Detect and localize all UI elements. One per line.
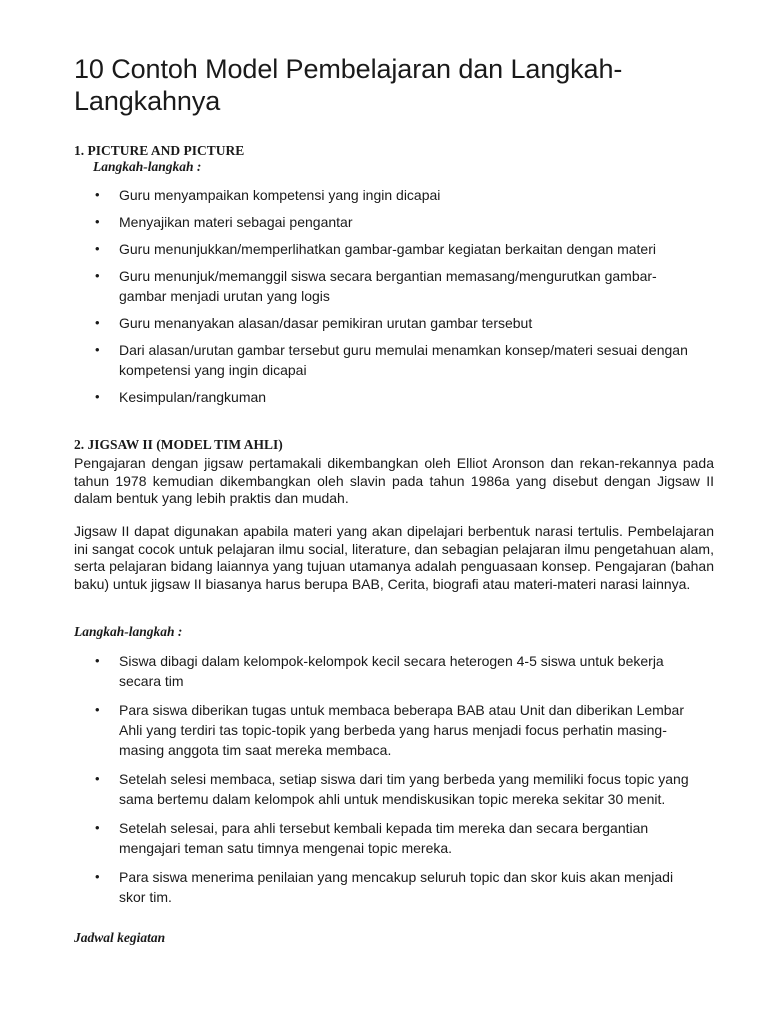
section-2-heading: 2. JIGSAW II (MODEL TIM AHLI) (74, 437, 283, 452)
section-2-steps (92, 651, 722, 907)
list-item: • Para siswa menerima penilaian yang mencakup seluruh topic dan skor kuis akan menjadi skor tim. (92, 867, 722, 907)
list-item: • Guru menunjukkan/memperlihatkan gambar-gambar kegiatan berkaitan dengan materi (92, 239, 722, 259)
list-item: • Para siswa diberikan tugas untuk membaca beberapa BAB atau Unit dan diberikan Lembar Ahli yang terdiri tas topic-topik yang berbeda yang harus menjadi focus perhatin masing-masing anggota tim saat mereka membaca. (92, 700, 722, 760)
document-title: 10 Contoh Model Pembelajaran dan Langkah-Langkahnya (74, 54, 623, 116)
section-2-subheading: Langkah-langkah : (74, 624, 183, 639)
list-item: • Menyajikan materi sebagai pengantar (92, 212, 722, 232)
section-1-subheading: Langkah-langkah : (93, 159, 202, 174)
list-item: • Setelah selesai, para ahli tersebut kembali kepada tim mereka dan secara bergantian mengajari teman satu timnya mengenai topic mereka. (92, 818, 722, 858)
list-item: • Kesimpulan/rangkuman (92, 387, 722, 407)
list-item: • Guru menanyakan alasan/dasar pemikiran urutan gambar tersebut (92, 313, 722, 333)
section-2-paragraph-1: Pengajaran dengan jigsaw pertamakali dikembangkan oleh Elliot Aronson dan rekan-rekannya pada tahun 1978 kemudian dikembangkan oleh slavin pada tahun 1986a yang disebut dengan Jigsaw II dalam bentuk yang lebih praktis dan mudah. (74, 455, 714, 506)
list-item: • Setelah selesi membaca, setiap siswa dari tim yang berbeda yang memiliki focus topic yang sama bertemu dalam kelompok ahli untuk mendiskusikan topic mereka sekitar 30 menit. (92, 769, 722, 809)
section-1-heading: 1. PICTURE AND PICTURE (74, 143, 245, 158)
section-2-paragraph-2: Jigsaw II dapat digunakan apabila materi yang akan dipelajari berbentuk narasi tertulis. Pembelajaran ini sangat cocok untuk pelajaran ilmu social, literature, dan sebagian pelajaran ilmu pengetahuan alam, serta pelajaran bidang laiannya yang tujuan utamanya adalah penguasaan konsep. Pengajaran (bahan baku) untuk jigsaw II biasanya harus berupa BAB, Cerita, biografi atau materi-materi narasi lainnya. (74, 523, 714, 592)
list-item: • Siswa dibagi dalam kelompok-kelompok kecil secara heterogen 4-5 siswa untuk bekerja secara tim (92, 651, 722, 691)
schedule-heading: Jadwal kegiatan (74, 930, 166, 945)
list-item: • Dari alasan/urutan gambar tersebut guru memulai menamkan konsep/materi sesuai dengan kompetensi yang ingin dicapai (92, 340, 722, 380)
list-item: • Guru menunjuk/memanggil siswa secara bergantian memasang/mengurutkan gambar-gambar menjadi urutan yang logis (92, 266, 722, 306)
section-1-steps (92, 185, 722, 407)
list-item: • Guru menyampaikan kompetensi yang ingin dicapai (92, 185, 722, 205)
